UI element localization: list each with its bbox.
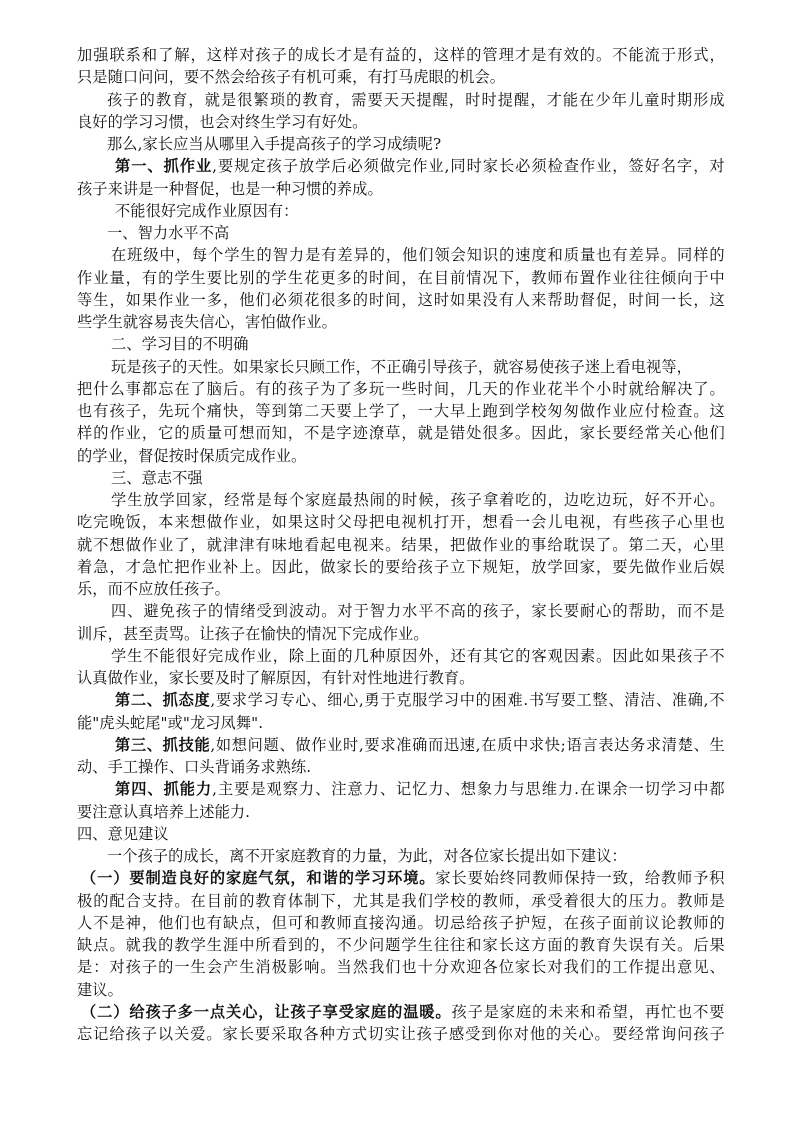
line-text: 一、智力水平不高 [107, 224, 230, 242]
line-text: 能"虎头蛇尾"或"龙习凤舞". [77, 713, 264, 732]
line-text: 动、手工操作、口头背诵务求熟练. [77, 758, 312, 776]
text-line: 第 三 、 抓 技 能 , 如 想 问 题 、 做 作 业 时 , 要 求 准 确 而 迅 速 , 在 质 中 求 快 ; 语 言 表 达 务 求 清 楚 、 生 [115, 735, 725, 754]
text-line [77, 756, 311, 778]
text-line [111, 467, 203, 489]
text-line: 人 不 是 神 ， 他 们 也 有 缺 点 ， 但 可 和 教 师 直 接 沟 通 。 切 忌 给 孩 子 护 短 ， 在 孩 子 面 前 议 论 教 师 的 [77, 913, 725, 932]
line-text: 认真做作业，家长要及时了解原因，有针对性地进行教育。 [77, 669, 475, 687]
text-line [77, 712, 263, 734]
text-line [77, 178, 383, 200]
text-line: 学 生 不 能 很 好 完 成 作 业 ， 除 上 面 的 几 种 原 因 外 ， 还 有 其 它 的 客 观 因 素 。 因 此 如 果 孩 子 不 [111, 646, 725, 665]
text-line: 孩 子 的 教 育 ， 就 是 很 繁 琐 的 教 育 ， 需 要 天 天 提 醒 ， 时 时 提 醒 ， 才 能 在 少 年 儿 童 时 期 形 成 [107, 90, 725, 109]
text-line [107, 222, 229, 244]
line-text: 三、意志不强 [111, 468, 203, 487]
line-text: 乐，而不应放任孩子。 [77, 580, 230, 598]
text-line: 四 、 避 免 孩 子 的 情 绪 受 到 波 动 。 对 于 智 力 水 平 不 高 的 孩 子 ， 家 长 要 耐 心 的 帮 助 ， 而 不 是 [111, 602, 725, 621]
text-line [111, 333, 249, 355]
text-line: 是 ： 对 孩 子 的 一 生 会 产 生 消 极 影 响 。 当 然 我 们 也 十 分 欢 迎 各 位 家 长 对 我 们 的 工 作 提 出 意 见 、 [77, 958, 725, 977]
text-line: 极 的 配 合 支 持 。 在 目 前 的 教 育 体 制 下 ， 尤 其 是 我 们 学 校 的 教 师 ， 承 受 着 很 大 的 压 力 。 教 师 是 [77, 891, 725, 910]
line-text: 玩是孩子的天性。如果家长只顾工作，不正确引导孩子，就容易使孩子迷上看电视等， [111, 357, 692, 376]
text-line: 第 二 、 抓 态 度 , 要 求 学 习 专 心 、 细 心 , 勇 于 克 服 学 习 中 的 困 难 . 书 写 要 工 整 、 清 洁 、 准 确 , 不 [115, 691, 725, 710]
line-text: 良好的学习习惯，也会对终生学习有好处。 [77, 112, 368, 131]
text-line: 第 一 、 抓 作 业 , 要 规 定 孩 子 放 学 后 必 须 做 完 作 业 , 同 时 家 长 必 须 检 查 作 业 ， 签 好 名 字 ， 对 [115, 157, 725, 176]
line-text: 二、学习目的不明确 [111, 335, 249, 354]
text-line [77, 445, 306, 467]
text-line [111, 356, 692, 378]
line-text: 些学生就容易丧失信心，害怕做作业。 [77, 313, 337, 331]
text-line: 着 急 ， 才 急 忙 把 作 业 补 上 。 因 此 ， 做 家 长 的 要 给 孩 子 立 下 规 矩 ， 放 学 回 家 ， 要 先 做 作 业 后 娱 [77, 557, 725, 576]
line-text: 要注意认真培养上述能力. [77, 802, 251, 821]
text-line [77, 801, 250, 823]
text-line [107, 845, 627, 867]
text-line [77, 667, 474, 689]
line-text: 的学业，督促按时保质完成作业。 [77, 446, 307, 465]
text-line [107, 133, 441, 155]
line-text: 一个孩子的成长，离不开家庭教育的力量，为此，对各位家长提出如下建议： [107, 847, 627, 865]
text-line: 缺 点 。 就 我 的 教 学 生 涯 中 所 看 到 的 ， 不 少 问 题 学 生 往 往 和 家 长 这 方 面 的 教 育 失 误 有 关 。 后 果 [77, 936, 725, 954]
text-line: 样 的 作 业 ， 它 的 质 量 可 想 而 知 ， 不 是 字 迹 潦 草 ， 就 是 错 处 很 多 。 因 此 ， 家 长 要 经 常 关 心 他 们 [77, 424, 725, 443]
text-line: （ 一 ） 要 制 造 良 好 的 家 庭 气 氛 ， 和 谐 的 学 习 环 境 。 家 长 要 始 终 同 教 师 保 持 一 致 ， 给 教 师 予 积 [81, 869, 725, 888]
text-line [77, 311, 337, 333]
text-line: （ 二 ） 给 孩 子 多 一 点 关 心 ， 让 孩 子 享 受 家 庭 的 温 暖 。 孩 子 是 家 庭 的 未 来 和 希 望 ， 再 忙 也 不 要 [81, 1002, 725, 1021]
text-line: 等 生 ， 如 果 作 业 一 多 ， 他 们 必 须 花 很 多 的 时 间 ， 这 时 如 果 没 有 人 来 帮 助 督 促 ， 时 间 一 长 ， 这 [77, 290, 725, 309]
line-text: 四、意见建议 [77, 824, 169, 843]
line-text: 孩子来讲是一种督促，也是一种习惯的养成。 [77, 179, 383, 198]
line-text: 不能很好完成作业原因有： [115, 201, 299, 220]
text-line: 作 业 量 ， 有 的 学 生 要 比 别 的 学 生 花 更 多 的 时 间 ， 在 目 前 情 况 下 ， 教 师 布 置 作 业 往 往 倾 向 于 中 [77, 268, 725, 287]
text-line: 第 四 、 抓 能 力 , 主 要 是 观 察 力 、 注 意 力 、 记 忆 力 、 想 象 力 与 思 维 力 . 在 课 余 一 切 学 习 中 都 [115, 780, 725, 799]
line-text: 那么,家长应当从哪里入手提高孩子的学习成绩呢? [107, 135, 442, 153]
text-line: 就 不 想 做 作 业 了 ， 就 津 津 有 味 地 看 起 电 视 来 。 结 果 ， 把 做 作 业 的 事 给 耽 误 了 。 第 二 天 ， 心 里 [77, 535, 725, 554]
line-text: 建议。 [77, 980, 123, 999]
text-line [77, 823, 169, 845]
text-line [77, 66, 505, 88]
text-line [77, 623, 429, 645]
text-line: 忘 记 给 孩 子 以 关 爱 。 家 长 要 采 取 各 种 方 式 切 实 让 孩 子 感 受 到 你 对 他 的 关 心 。 要 经 常 询 问 孩 子 [77, 1025, 725, 1043]
text-line: 把 什 么 事 都 忘 在 了 脑 后 。 有 的 孩 子 为 了 多 玩 一 些 时 间 ， 几 天 的 作 业 花 半 个 小 时 就 给 解 决 了 。 [77, 379, 725, 398]
text-line [77, 979, 123, 1001]
text-line: 加 强 联 系 和 了 解 ， 这 样 对 孩 子 的 成 长 才 是 有 益 的 ， 这 样 的 管 理 才 是 有 效 的 。 不 能 流 于 形 式 ， [77, 46, 725, 64]
text-line: 在 班 级 中 ， 每 个 学 生 的 智 力 是 有 差 异 的 ， 他 们 领 会 知 识 的 速 度 和 质 量 也 有 差 异 。 同 样 的 [111, 246, 725, 265]
text-line [77, 578, 230, 600]
text-line [77, 111, 367, 133]
text-line: 吃 完 晚 饭 ， 本 来 想 做 作 业 ， 如 果 这 时 父 母 把 电 视 机 打 开 ， 想 看 一 会 儿 电 视 ， 有 些 孩 子 心 里 也 [77, 513, 725, 532]
text-line: 也 有 孩 子 ， 先 玩 个 痛 快 ， 等 到 第 二 天 要 上 学 了 ， 一 大 早 上 跑 到 学 校 匆 匆 做 作 业 应 付 检 查 。 这 [77, 402, 725, 420]
text-line [115, 200, 298, 222]
line-text: 训斥，甚至责骂。让孩子在愉快的情况下完成作业。 [77, 624, 429, 643]
text-line: 学 生 放 学 回 家 ， 经 常 是 每 个 家 庭 最 热 闹 的 时 候 ， 孩 子 拿 着 吃 的 ， 边 吃 边 玩 ， 好 不 开 心 。 [111, 491, 725, 509]
line-text: 只是随口问问，要不然会给孩子有机可乘，有打马虎眼的机会。 [77, 68, 506, 87]
